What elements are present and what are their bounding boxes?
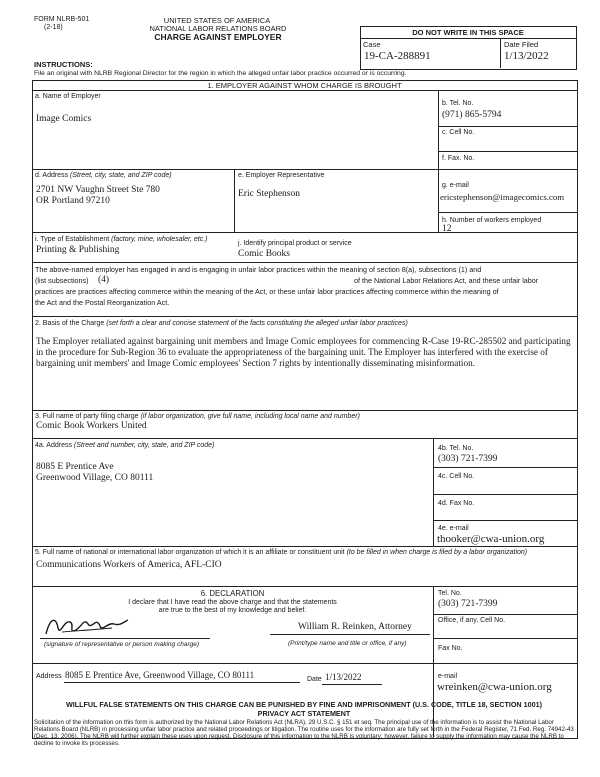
privacy-act-text: Solicitation of the information on this form is authorized by the National Labor Relations Act (NLRA), 29 U.S.C. § 151 et seq. The principal use of the information is to assist the National Labor Relations Board (NLRB) in processing unfair labor practice and related proceedings or litigation. The routine uses for the information are fully set forth in the Federal Register, 71 Fed. Reg. 74942-43 (Dec. 13, 2006). The NLRB will further explain these uses upon request. Disclosure of this information to the NLRB is voluntary; however, failure to supply the information may cause the NLRB to decline to invoke its processes.: [34, 719, 574, 747]
statement-line-4: the Act and the Postal Reorganization Act.: [35, 298, 170, 307]
office-use-title: DO NOT WRITE IN THIS SPACE: [412, 28, 524, 37]
statement-line-2: of the National Labor Relations Act, and these unfair labor: [354, 276, 539, 285]
filer-tel-value: (303) 721-7399: [438, 454, 498, 464]
form-number: FORM NLRB-501: [34, 16, 90, 23]
false-statement-warning: WILLFUL FALSE STATEMENTS ON THIS CHARGE CAN BE PUNISHED BY FINE AND IMPRISONMENT (U.S. CODE, TITLE 18, SECTION 1001): [65, 700, 542, 709]
workers-value: 12: [442, 224, 452, 234]
filer-email-value: thooker@cwa-union.org: [437, 533, 545, 545]
party-filing-label: 3. Full name of party filing charge (if labor organization, give full name, including local name and number): [35, 413, 360, 420]
statement-subsections-value: (4): [98, 275, 110, 285]
employer-email-label: g. e-mail: [442, 182, 469, 189]
declarant-cell-label: Office, if any, Cell No.: [438, 617, 506, 624]
filer-address-label: 4a. Address (Street and number, city, state, and ZIP code): [35, 442, 215, 449]
basis-text: The Employer retaliated against bargaining unit members and Image Comic employees for commencing R-Case 19-RC-285502 and participating in the procedure for Sub-Region 36 to evaluate the appropriateness of the bargaining unit. The Employer has interfered with the exercise of bargaining unit members' and Image Comic employees' Section 7 rights by intentionally disseminating misinformation.: [36, 336, 571, 368]
declarant-date-label: Date: [307, 676, 322, 683]
date-filed-value: 1/13/2022: [504, 50, 549, 62]
signature-caption: (signature of representative or person making charge): [44, 641, 199, 648]
case-number: 19-CA-288891: [364, 50, 431, 62]
product-label: j. Identify principal product or service: [238, 240, 352, 247]
privacy-act-title: PRIVACY ACT STATEMENT: [257, 709, 351, 718]
filer-tel-label: 4b. Tel. No.: [438, 445, 474, 452]
statement-subsections-label: (list subsections): [35, 276, 89, 285]
basis-label: 2. Basis of the Charge (set forth a clear and concise statement of the facts constituting the alleged unfair labor practices): [35, 320, 408, 327]
declaration-line-1: I declare that I have read the above charge and that the statements: [128, 599, 337, 606]
form-title: CHARGE AGAINST EMPLOYER: [154, 32, 282, 42]
statement-line-1: The above-named employer has engaged in and is engaging in unfair labor practices within the meaning of section 8(a), subsections (1) and: [35, 265, 482, 274]
declarant-fax-label: Fax No.: [438, 645, 463, 652]
form-revision-date: (2-18): [44, 24, 63, 31]
affiliate-label: 5. Full name of national or international labor organization of which it is an affiliate or constituent unit (to be filled in when charge is filed by a labor organization): [35, 549, 528, 556]
agency-line-2: NATIONAL LABOR RELATIONS BOARD: [149, 24, 287, 33]
employer-tel-value: (971) 865-5794: [442, 110, 502, 120]
workers-label: h. Number of workers employed: [442, 217, 542, 224]
declarant-email-value: wreinken@cwa-union.org: [437, 681, 552, 693]
declarant-address-value: 8085 E Prentice Ave, Greenwood Village, CO 80111: [65, 670, 255, 680]
signature-image: [42, 612, 132, 640]
declaration-line-2: are true to the best of my knowledge and belief.: [158, 607, 307, 614]
employer-name-label: a. Name of Employer: [35, 93, 101, 100]
instructions-text: File an original with NLRB Regional Director for the region in which the alleged unfair labor practice occurred or is occurring.: [34, 70, 407, 77]
establishment-value: Printing & Publishing: [36, 245, 120, 255]
employer-cell-label: c. Cell No.: [442, 129, 475, 136]
employer-name-value: Image Comics: [36, 114, 92, 124]
agency-line-1: UNITED STATES OF AMERICA: [163, 16, 271, 25]
employer-rep-value: Eric Stephenson: [238, 189, 301, 199]
employer-rep-label: e. Employer Representative: [238, 172, 325, 179]
party-filing-value: Comic Book Workers United: [36, 421, 147, 431]
establishment-label: i. Type of Establishment (factory, mine, wholesaler, etc.): [35, 236, 208, 243]
employer-fax-label: f. Fax. No.: [442, 155, 475, 162]
statement-line-3: practices are practices affecting commerce within the meaning of the Act, or these unfair labor practices affecting commerce within the meaning of: [35, 287, 499, 296]
filer-address-line2: Greenwood Village, CO 80111: [36, 473, 154, 483]
declaration-title: 6. DECLARATION: [200, 589, 265, 598]
declarant-tel-label: Tel. No.: [438, 590, 462, 597]
date-filed-label: Date Filed: [504, 40, 539, 49]
instructions-title: INSTRUCTIONS:: [34, 60, 93, 69]
filer-email-label: 4e. e-mail: [438, 525, 469, 532]
product-value: Comic Books: [238, 249, 290, 259]
filer-fax-label: 4d. Fax No.: [438, 500, 475, 507]
printed-name-caption: (Print/type name and title or office, if any): [288, 640, 407, 647]
declarant-tel-value: (303) 721-7399: [438, 599, 498, 609]
printed-name-value: William R. Reinken, Attorney: [298, 622, 412, 632]
employer-address-label: d. Address (Street, city, state, and ZIP code): [35, 172, 172, 179]
filer-cell-label: 4c. Cell No.: [438, 473, 475, 480]
affiliate-value: Communications Workers of America, AFL-CIO: [36, 560, 222, 570]
filer-address-line1: 8085 E Prentice Ave: [36, 462, 114, 472]
declarant-email-label: e-mail: [438, 673, 458, 680]
employer-tel-label: b. Tel. No.: [442, 100, 474, 107]
employer-address-line2: OR Portland 97210: [36, 196, 110, 206]
employer-address-line1: 2701 NW Vaughn Street Ste 780: [36, 185, 160, 195]
section1-title: 1. EMPLOYER AGAINST WHOM CHARGE IS BROUGHT: [207, 81, 402, 90]
case-label: Case: [363, 40, 381, 49]
employer-email-value: ericstephenson@imagecomics.com: [440, 192, 565, 202]
declarant-date-value: 1/13/2022: [325, 672, 362, 682]
declarant-address-label: Address: [36, 673, 62, 680]
